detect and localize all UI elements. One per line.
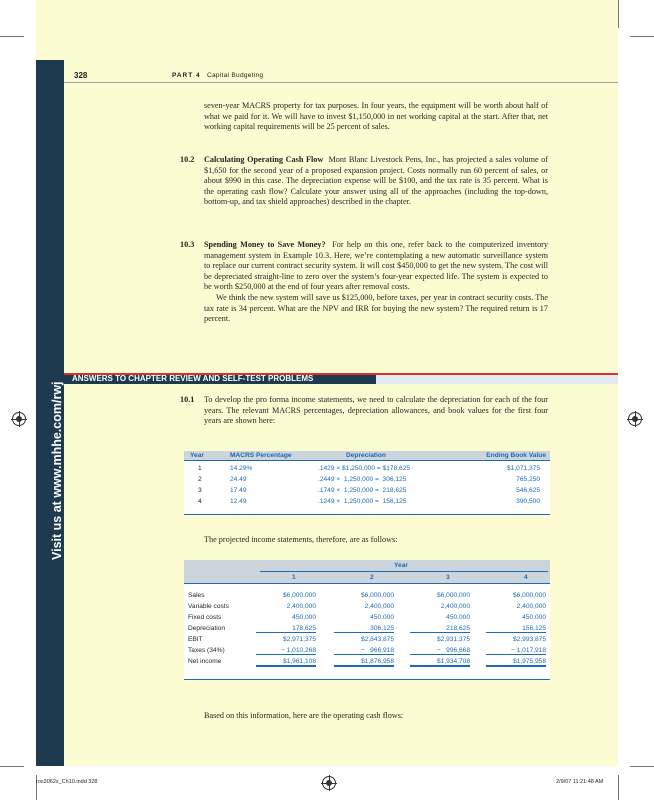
cell-depreciation: .2449 × 1,250,000 = 306,125 [318, 476, 407, 483]
header-rule [64, 82, 618, 83]
cell-value: − 1,010,268 [256, 647, 316, 655]
continuation-paragraph: seven-year MACRS property for tax purposes. In four years, the equipment will be worth about half of what we paid for it. We will have to invest $1,150,000 in net working capital at the start. After that, net working capital requirements will be 25 percent of sales. [204, 101, 548, 132]
cell-value: $1,934,708 [410, 658, 470, 667]
cell-year: 1 [198, 465, 202, 472]
end-paragraph: Based on this information, here are the operating cash flows: [204, 711, 404, 720]
crop-mark [618, 775, 619, 800]
cell-macrs: 17.49 [230, 487, 247, 494]
header-macrs: MACRS Percentage [230, 452, 292, 459]
table-header [184, 451, 550, 461]
row-label: Sales [188, 592, 205, 599]
cell-value: 450,000 [446, 614, 470, 621]
cell-macrs: 14.29% [230, 465, 253, 472]
cell-depreciation: .1749 × 1,250,000 = 218,625 [318, 487, 407, 494]
cell-value: 2,400,000 [286, 603, 316, 610]
cell-value: $2,971,375 [282, 636, 316, 643]
cell-value: 450,000 [292, 614, 316, 621]
problem-title: Spending Money to Save Money? [204, 240, 326, 249]
cell-value: $6,000,000 [282, 592, 316, 599]
cell-value: $2,993,875 [512, 636, 546, 643]
cell-book-value: 546,625 [516, 487, 540, 494]
cell-value: $6,000,000 [360, 592, 394, 599]
row-label: Taxes (34%) [188, 647, 225, 654]
cell-macrs: 12.49 [230, 498, 247, 505]
row-label: Variable costs [188, 603, 229, 610]
header-year: 3 [446, 574, 450, 581]
cell-year: 2 [198, 476, 202, 483]
row-label: Net income [188, 658, 222, 665]
cell-book-value: $1,071,375 [506, 465, 540, 472]
header-year-label: Year [394, 562, 408, 569]
cell-value: $6,000,000 [512, 592, 546, 599]
table-body [184, 461, 550, 515]
cell-book-value: 390,500 [516, 498, 540, 505]
cell-value: $2,843,875 [360, 636, 394, 643]
crop-mark [0, 36, 24, 37]
registration-mark-icon [628, 412, 642, 426]
cell-value: 306,125 [334, 625, 394, 633]
registration-mark-icon [322, 776, 336, 790]
problem-number: 10.3 [180, 240, 195, 249]
cell-depreciation: .1249 × 1,250,000 = 156,125 [318, 498, 407, 505]
crop-mark [630, 766, 654, 767]
cell-value: 450,000 [370, 614, 394, 621]
problem-10-3 [180, 240, 548, 325]
footer-date: 2/9/07 11:21:48 AM [556, 779, 604, 785]
cell-value: $1,876,958 [334, 658, 394, 667]
header-year: 2 [370, 574, 374, 581]
header-book-value: Ending Book Value [486, 452, 546, 459]
cell-macrs: 24.49 [230, 476, 247, 483]
cell-year: 4 [198, 498, 202, 505]
cell-book-value: 765,250 [516, 476, 540, 483]
answers-heading: ANSWERS TO CHAPTER REVIEW AND SELF-TEST PROBLEMS [72, 374, 314, 383]
table-header [184, 560, 550, 584]
problem-10-2 [180, 155, 548, 208]
cell-value: − 966,918 [334, 647, 394, 655]
mid-paragraph: The projected income statements, therefore, are as follows: [204, 535, 398, 544]
part-label: PART 4 [172, 72, 201, 79]
crop-mark [0, 766, 24, 767]
crop-mark [630, 36, 654, 37]
header-divider [260, 571, 548, 572]
row-label: Fixed costs [188, 614, 222, 621]
cell-value: 2,400,000 [440, 603, 470, 610]
problem-number: 10.2 [180, 155, 195, 164]
cell-value: $1,961,108 [256, 658, 316, 667]
answer-10-1 [180, 395, 548, 427]
sidebar-url: Visit us at www.mhhe.com/rwj [50, 381, 64, 560]
running-header [172, 72, 263, 79]
header-depreciation: Depreciation [346, 452, 386, 459]
cell-value: 2,400,000 [364, 603, 394, 610]
registration-mark-icon [12, 412, 26, 426]
cell-value: 2,400,000 [516, 603, 546, 610]
problem-text: For help on this one, refer back to the computerized inventory management system in Example 10.3. Here, we’re contemplating a new automatic surveillance system to replace our current contract security system. It will cost $450,000 to get the new system. The cost will be depreciated straight-line to zero over the system’s four-year expected life. The system is expected to be worth $250,000 at the end of four years after removal costs. [204, 240, 549, 292]
part-title: Capital Budgeting [206, 72, 264, 79]
problem-title: Calculating Operating Cash Flow [204, 155, 324, 164]
footer-file: ros3062x_Ch10.indd 328 [36, 779, 98, 785]
problem-text: Mont Blanc Livestock Pens, Inc., has projected a sales volume of $1,650 for the second year of a proposed expansion project. Costs normally run 60 percent of sales, or about $990 in this case. The depreciation expense will be $100, and the tax rate is 35 percent. What is the operating cash flow? Calculate your answer using all of the approaches (including the top-down, bottom-up, and tax shield approaches) described in the chapter. [204, 155, 549, 207]
cell-value: $1,975,958 [486, 658, 546, 667]
header-year: Year [190, 452, 204, 459]
cell-value: 450,000 [522, 614, 546, 621]
answer-intro: To develop the pro forma income statements, we need to calculate the depreciation for each of the four years. The relevant MACRS percentages, depreciation allowances, and book values for the first four years are shown here: [204, 395, 548, 426]
cell-value: 178,625 [256, 625, 316, 633]
crop-mark [618, 0, 619, 28]
header-year: 4 [524, 574, 528, 581]
row-label: Depreciation [188, 625, 226, 632]
table-body [184, 584, 550, 680]
answer-number: 10.1 [180, 395, 195, 404]
problem-text-2: We think the new system will save us $125,000, before taxes, per year in contract security costs. The tax rate is 34 percent. What are the NPV and IRR for buying the new system? The required return is 17 percent. [204, 292, 548, 324]
cell-value: $2,931,375 [436, 636, 470, 643]
cell-year: 3 [198, 487, 202, 494]
cell-depreciation: .1429 × $1,250,000 = $178,625 [318, 465, 411, 472]
cell-value: $6,000,000 [436, 592, 470, 599]
cell-value: 218,625 [410, 625, 470, 633]
depreciation-table [184, 451, 550, 515]
cell-value: − 996,668 [410, 647, 470, 655]
header-year: 1 [292, 574, 296, 581]
cell-value: 156,125 [486, 625, 546, 633]
income-table [184, 560, 550, 680]
row-label: EBIT [188, 636, 203, 643]
cell-value: − 1,017,918 [486, 647, 546, 655]
page-number: 328 [74, 71, 88, 80]
